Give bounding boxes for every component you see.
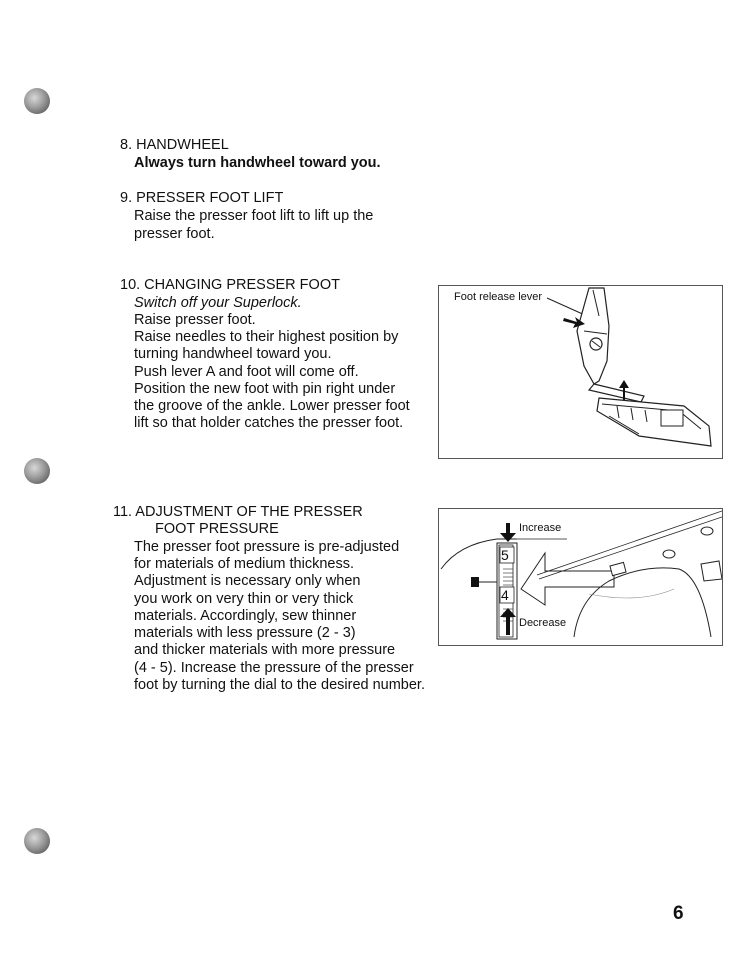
body-line: Push lever A and foot will come off. — [134, 364, 359, 380]
body-line: (4 - 5). Increase the pressure of the presser — [134, 660, 414, 676]
body-line: Raise presser foot. — [134, 312, 256, 328]
section-title: 9. PRESSER FOOT LIFT — [120, 190, 284, 206]
pressure-dial-illustration — [439, 509, 722, 645]
body-line: The presser foot pressure is pre-adjusted — [134, 539, 400, 555]
body-line: foot by turning the dial to the desired number. — [134, 677, 425, 693]
body-line: turning handwheel toward you. — [134, 346, 332, 362]
section-title: 8. HANDWHEEL — [120, 137, 229, 153]
binder-hole-top — [24, 88, 50, 114]
figure-foot-release — [438, 285, 723, 459]
body-line: for materials of medium thickness. — [134, 556, 354, 572]
figure-pressure-dial — [438, 508, 723, 646]
figure-label-foot-release-lever: Foot release lever — [454, 291, 543, 303]
italic-note: Switch off your Superlock. — [134, 295, 302, 311]
section-title-continued: FOOT PRESSURE — [155, 521, 279, 537]
body-line: you work on very thin or very thick — [134, 591, 354, 607]
body-line: Raise the presser foot lift to lift up the — [134, 208, 374, 224]
warning-note: Always turn handwheel toward you. — [134, 155, 381, 171]
body-line: materials with less pressure (2 - 3) — [134, 625, 356, 641]
section-title: 10. CHANGING PRESSER FOOT — [120, 277, 340, 293]
body-line: Position the new foot with pin right under — [134, 381, 396, 397]
dial-value-4: 4 — [501, 587, 509, 603]
page-number: 6 — [673, 903, 684, 924]
dial-value-5: 5 — [501, 547, 509, 563]
decrease-label: Decrease — [519, 617, 567, 629]
body-line: Adjustment is necessary only when — [134, 573, 361, 589]
presser-foot-illustration — [439, 286, 722, 458]
binder-hole-middle — [24, 458, 50, 484]
body-line: the groove of the ankle. Lower presser foot — [134, 398, 410, 414]
body-line: presser foot. — [134, 226, 215, 242]
body-line: lift so that holder catches the presser foot. — [134, 415, 404, 431]
body-line: and thicker materials with more pressure — [134, 642, 396, 658]
body-line: Raise needles to their highest position by — [134, 329, 399, 345]
section-title: 11. ADJUSTMENT OF THE PRESSER — [113, 504, 363, 520]
binder-hole-bottom — [24, 828, 50, 854]
body-line: materials. Accordingly, sew thinner — [134, 608, 357, 624]
increase-label: Increase — [519, 522, 562, 534]
